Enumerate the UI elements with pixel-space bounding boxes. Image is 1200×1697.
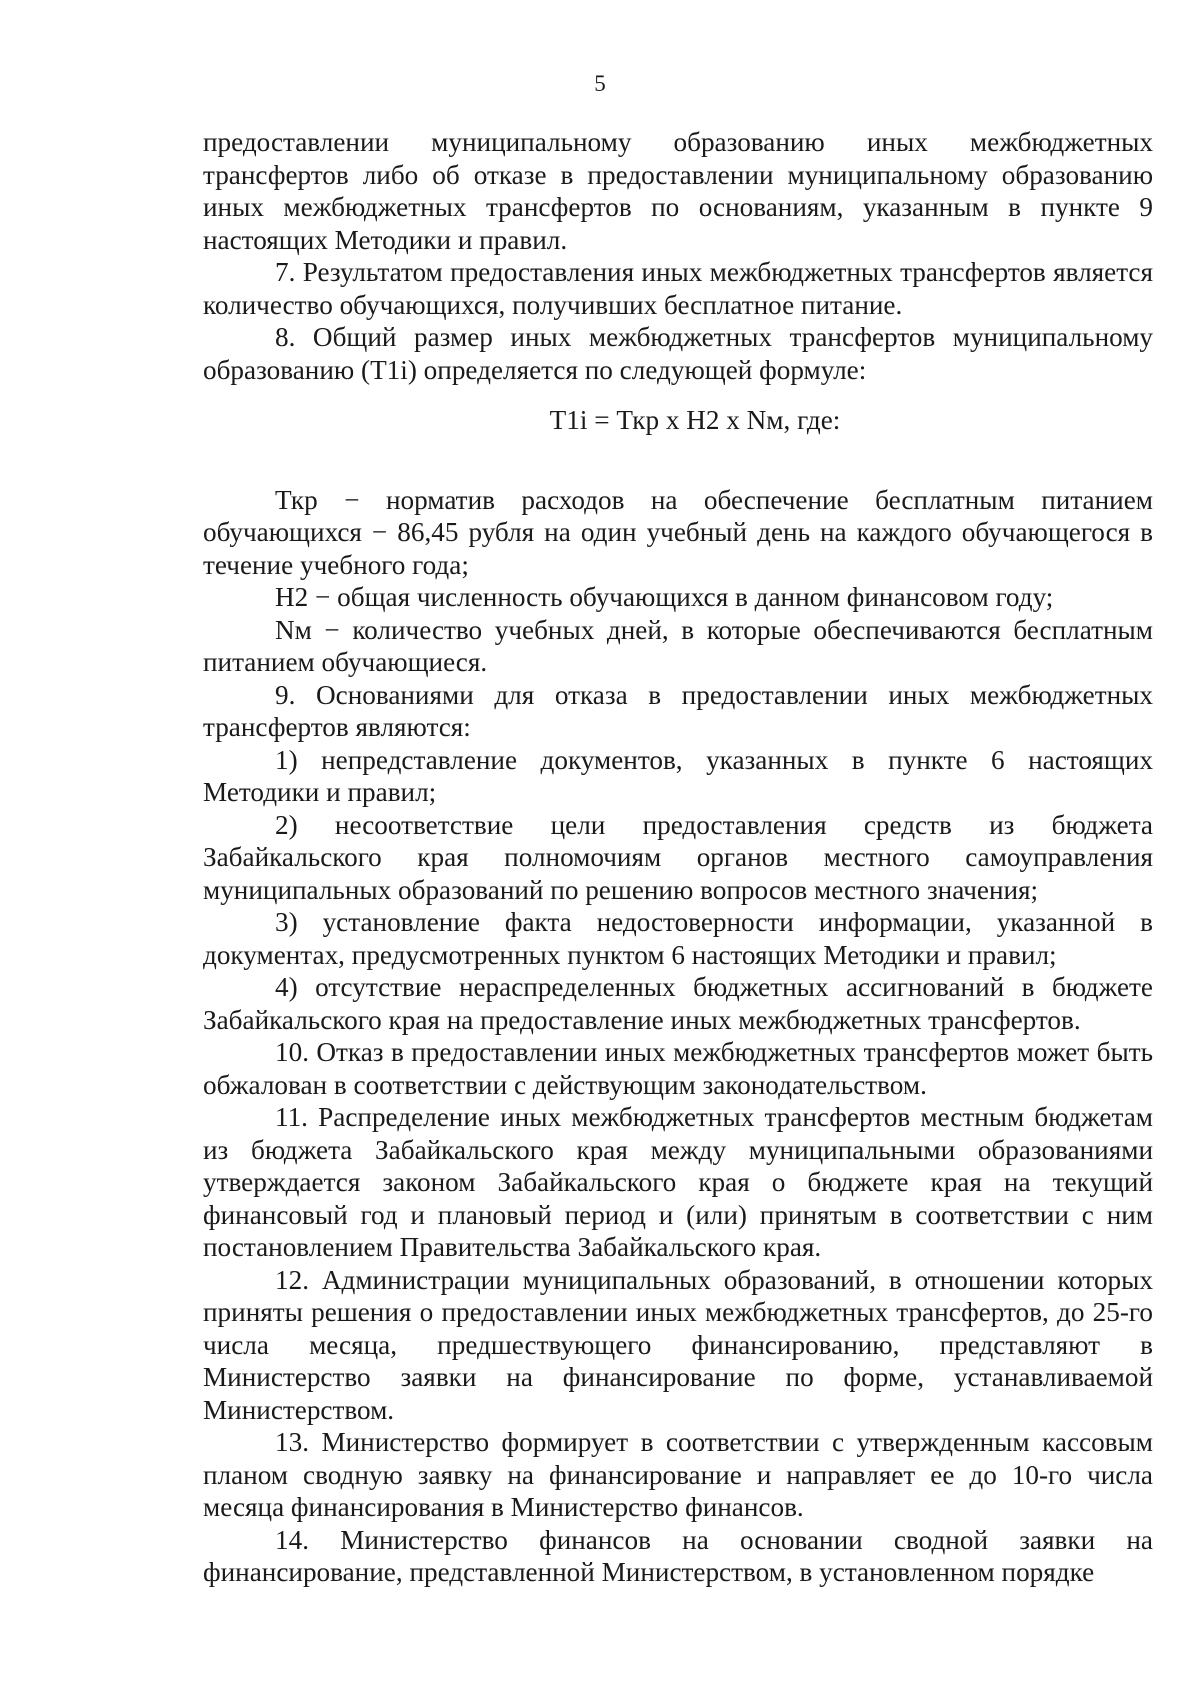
formula: Т1i = Ткр x Н2 x Nм, где: xyxy=(549,405,841,435)
paragraph-12: 12. Администрации муниципальных образований, в отношении которых приняты решения о предоставлении иных межбюджетных трансфертов, до 25-го числа месяца, предшествующего финансированию, представляют в Министерство заявки на финансирование по форме, устанавливаемой Министерством. xyxy=(203,1264,1153,1425)
definition-nm: Nм − количество учебных дней, в которые обеспечиваются бесплатным питанием обучающиеся. xyxy=(203,614,1153,677)
paragraph-9-item-3: 3) установление факта недостоверности информации, указанной в документах, предусмотренных пунктом 6 настоящих Методики и правил; xyxy=(203,907,1153,970)
page-number: 5 xyxy=(594,71,606,96)
definition-tkr: Ткр − норматив расходов на обеспечение бесплатным питанием обучающихся − 86,45 рубля на один учебный день на каждого обучающегося в течение учебного года; xyxy=(203,484,1153,580)
paragraph-continuation: предоставлении муниципальному образованию иных межбюджетных трансфертов либо об отказе в предоставлении муниципальному образованию иных межбюджетных трансфертов по основаниям, указанным в пункте 9 настоящих Методики и правил. xyxy=(203,127,1153,255)
paragraph-7: 7. Результатом предоставления иных межбюджетных трансфертов является количество обучающихся, получивших бесплатное питание. xyxy=(203,257,1153,320)
paragraph-11: 11. Распределение иных межбюджетных трансфертов местным бюджетам из бюджета Забайкальского края между муниципальными образованиями утверждается законом Забайкальского края о бюджете края на текущий финансовый год и плановый период и (или) принятым в соответствии с ним постановлением Правительства Забайкальского края. xyxy=(203,1102,1153,1262)
paragraph-13: 13. Министерство формирует в соответствии с утвержденным кассовым планом сводную заявку на финансирование и направляет ее до 10-го числа месяца финансирования в Министерство финансов. xyxy=(203,1427,1153,1522)
paragraph-9-item-4: 4) отсутствие нераспределенных бюджетных ассигнований в бюджете Забайкальского края на предоставление иных межбюджетных трансфертов. xyxy=(203,972,1153,1035)
paragraph-8: 8. Общий размер иных межбюджетных трансфертов муниципальному образованию (Т1i) определяется по следующей формуле: xyxy=(203,322,1153,385)
paragraph-9: 9. Основаниями для отказа в предоставлении иных межбюджетных трансфертов являются: xyxy=(203,679,1153,742)
definition-n2: Н2 − общая численность обучающихся в данном финансовом году; xyxy=(275,582,1054,612)
paragraph-10: 10. Отказ в предоставлении иных межбюджетных трансфертов может быть обжалован в соответствии с действующим законодательством. xyxy=(203,1037,1153,1100)
paragraph-14: 14. Министерство финансов на основании сводной заявки на финансирование, представленной Министерством, в установленном порядке xyxy=(203,1524,1153,1587)
paragraph-9-item-1: 1) непредставление документов, указанных в пункте 6 настоящих Методики и правил; xyxy=(203,744,1153,807)
paragraph-9-item-2: 2) несоответствие цели предоставления средств из бюджета Забайкальского края полномочиям органов местного самоуправления муниципальных образований по решению вопросов местного значения; xyxy=(203,809,1153,905)
document-body xyxy=(203,126,1153,1589)
